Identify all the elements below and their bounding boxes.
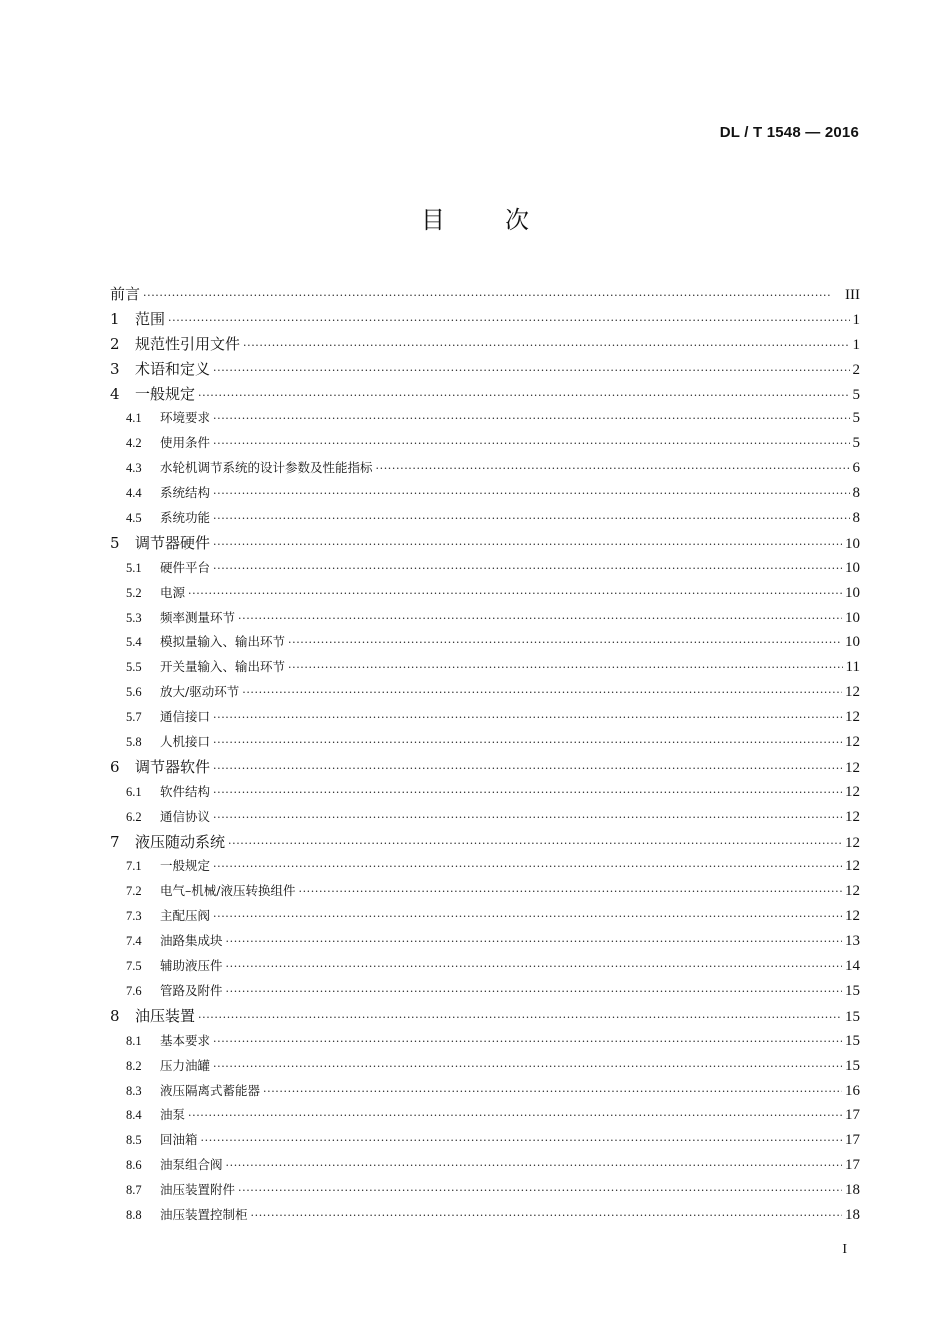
toc-entry-number: 8.6 xyxy=(126,1158,142,1173)
toc-entry-label: 软件结构 xyxy=(160,783,211,799)
toc-entry-label: 管路及附件 xyxy=(160,982,223,998)
toc-entry-number: 7 xyxy=(110,832,120,851)
toc-entry-page: 6 xyxy=(852,460,860,477)
toc-entry-number: 8.4 xyxy=(126,1108,142,1123)
toc-entry-number: 5.3 xyxy=(126,610,142,625)
toc-entry-number: 8.8 xyxy=(126,1207,142,1222)
toc-entry-label: 前言 xyxy=(110,285,141,303)
toc-entry[interactable] xyxy=(110,332,860,357)
page-title: 目次 xyxy=(421,206,589,234)
toc-entry-page: 12 xyxy=(845,858,860,875)
dot-leader xyxy=(226,955,842,980)
toc-entry-page: 17 xyxy=(845,1107,860,1124)
toc-entry-page: 12 xyxy=(845,783,860,800)
toc-entry[interactable] xyxy=(110,979,860,1004)
toc-entry-page: 12 xyxy=(845,684,860,701)
dot-leader xyxy=(213,855,842,880)
toc-entry-number: 4.2 xyxy=(126,436,142,451)
toc-entry[interactable] xyxy=(110,1153,860,1178)
toc-entry-number: 5.2 xyxy=(126,585,142,600)
dot-leader xyxy=(213,706,842,731)
toc-entry-label: 模拟量输入、输出环节 xyxy=(160,634,286,650)
toc-entry-page: 10 xyxy=(845,584,860,601)
toc-entry-page: 12 xyxy=(845,883,860,900)
toc-entry-page: 12 xyxy=(845,709,860,726)
toc-entry-page: 18 xyxy=(845,1182,860,1199)
dot-leader xyxy=(213,757,842,782)
dot-leader xyxy=(168,309,849,334)
dot-leader xyxy=(238,1179,842,1204)
toc-entry-page: 18 xyxy=(845,1206,860,1223)
dot-leader xyxy=(376,457,850,482)
toc-entry-label: 辅助液压件 xyxy=(160,958,223,974)
toc-entry-label: 电源 xyxy=(160,584,186,600)
toc-entry-page: 2 xyxy=(852,361,860,378)
dot-leader xyxy=(188,582,842,607)
dot-leader xyxy=(213,407,849,432)
toc-entry-page: 15 xyxy=(845,1008,860,1025)
toc-entry[interactable] xyxy=(110,1103,860,1128)
dot-leader xyxy=(213,1055,842,1080)
toc-entry-page: 12 xyxy=(845,908,860,925)
toc-entry[interactable] xyxy=(110,1079,860,1104)
toc-entry-page: 8 xyxy=(852,510,860,527)
toc-entry-page: 10 xyxy=(845,559,860,576)
toc-entry-label: 一般规定 xyxy=(135,384,196,403)
toc-entry-label: 一般规定 xyxy=(160,858,211,874)
toc-entry[interactable] xyxy=(110,1054,860,1079)
dot-leader xyxy=(198,1006,842,1031)
toc-entry-label: 放大/驱动环节 xyxy=(160,684,240,700)
dot-leader xyxy=(243,334,849,359)
toc-entry-number: 7.1 xyxy=(126,859,142,874)
dot-leader xyxy=(288,631,842,656)
toc-entry[interactable] xyxy=(110,481,860,506)
toc-entry-label: 调节器软件 xyxy=(135,757,211,776)
toc-entry-page: 12 xyxy=(845,808,860,825)
toc-entry-number: 5.4 xyxy=(126,635,142,650)
toc-entry-page: 11 xyxy=(845,659,860,676)
toc-entry-page: 17 xyxy=(845,1132,860,1149)
dot-leader xyxy=(213,806,842,831)
toc-entry-label: 通信接口 xyxy=(160,709,211,725)
toc-entry-number: 2 xyxy=(110,334,120,353)
dot-leader xyxy=(242,681,842,706)
toc-entry-label: 范围 xyxy=(135,309,166,328)
toc-entry-page: 5 xyxy=(852,435,860,452)
toc-entry[interactable] xyxy=(110,655,860,680)
toc-entry[interactable] xyxy=(110,904,860,929)
toc-entry[interactable] xyxy=(110,630,860,655)
toc-entry-label: 系统结构 xyxy=(160,485,211,501)
dot-leader xyxy=(226,980,842,1005)
toc-entry-label: 基本要求 xyxy=(160,1032,211,1048)
toc-entry-number: 6.1 xyxy=(126,784,142,799)
dot-leader xyxy=(213,482,849,507)
toc-entry-number: 5.1 xyxy=(126,560,142,575)
toc-entry-label: 回油箱 xyxy=(160,1132,198,1148)
toc-entry[interactable] xyxy=(110,506,860,531)
toc-entry-page: III xyxy=(845,287,860,303)
toc-entry-label: 液压隔离式蓄能器 xyxy=(160,1082,261,1098)
toc-entry-number: 7.2 xyxy=(126,884,142,899)
toc-entry-page: 14 xyxy=(845,958,860,975)
toc-entry-label: 油压装置 xyxy=(135,1006,196,1025)
toc-entry-label: 油泵组合阀 xyxy=(160,1157,223,1173)
toc-entry-label: 电气–机械/液压转换组件 xyxy=(160,883,296,899)
toc-entry[interactable] xyxy=(110,730,860,755)
toc-entry-number: 7.4 xyxy=(126,934,142,949)
toc-entry-number: 4 xyxy=(110,384,120,403)
toc-entry[interactable] xyxy=(110,929,860,954)
toc-entry-label: 水轮机调节系统的设计参数及性能指标 xyxy=(160,460,373,476)
toc-entry-label: 使用条件 xyxy=(160,435,211,451)
toc-entry-page: 8 xyxy=(852,485,860,502)
dot-leader xyxy=(143,284,842,309)
toc-entry[interactable] xyxy=(110,1203,860,1228)
toc-entry-label: 硬件平台 xyxy=(160,559,211,575)
standard-code: DL / T 1548 — 2016 xyxy=(719,124,859,141)
dot-leader xyxy=(226,930,842,955)
toc-entry-number: 4.3 xyxy=(126,461,142,476)
toc-entry-page: 15 xyxy=(845,1057,860,1074)
toc-entry-page: 15 xyxy=(845,1032,860,1049)
toc-entry-number: 8.2 xyxy=(126,1058,142,1073)
toc-entry[interactable] xyxy=(110,556,860,581)
dot-leader xyxy=(213,507,849,532)
toc-entry-number: 5.7 xyxy=(126,710,142,725)
toc-entry-number: 4.5 xyxy=(126,511,142,526)
toc-entry-number: 4.1 xyxy=(126,411,142,426)
toc-entry-number: 4.4 xyxy=(126,486,142,501)
toc-entry-number: 1 xyxy=(110,309,120,328)
toc-entry-page: 13 xyxy=(845,933,860,950)
toc-entry-label: 调节器硬件 xyxy=(135,533,211,552)
toc-entry[interactable] xyxy=(110,456,860,481)
toc-entry-page: 16 xyxy=(845,1082,860,1099)
toc-entry-number: 5.6 xyxy=(126,685,142,700)
toc-entry[interactable] xyxy=(110,431,860,456)
toc-entry-number: 6 xyxy=(110,757,120,776)
toc-entry-label: 规范性引用文件 xyxy=(135,334,241,353)
dot-leader xyxy=(213,1030,842,1055)
toc-entry-page: 1 xyxy=(852,311,860,328)
dot-leader xyxy=(226,1154,842,1179)
dot-leader xyxy=(251,1204,842,1229)
dot-leader xyxy=(213,359,849,384)
toc-entry-number: 3 xyxy=(110,359,120,378)
toc-entry-label: 油泵 xyxy=(160,1107,186,1123)
dot-leader xyxy=(298,880,842,905)
dot-leader xyxy=(198,384,849,409)
dot-leader xyxy=(188,1104,842,1129)
toc-entry[interactable] xyxy=(110,1029,860,1054)
toc-entry-page: 10 xyxy=(845,609,860,626)
table-of-contents xyxy=(110,282,860,1228)
toc-entry[interactable] xyxy=(110,307,860,332)
dot-leader xyxy=(263,1080,842,1105)
toc-entry[interactable] xyxy=(110,805,860,830)
toc-entry-label: 频率测量环节 xyxy=(160,609,236,625)
toc-entry-label: 油路集成块 xyxy=(160,933,223,949)
toc-entry-page: 5 xyxy=(852,410,860,427)
toc-entry[interactable] xyxy=(110,954,860,979)
toc-entry-number: 6.2 xyxy=(126,809,142,824)
toc-entry-label: 术语和定义 xyxy=(135,359,211,378)
toc-entry-label: 液压随动系统 xyxy=(135,832,226,851)
toc-entry-label: 开关量输入、输出环节 xyxy=(160,659,286,675)
toc-entry[interactable] xyxy=(110,282,860,307)
toc-entry[interactable] xyxy=(110,854,860,879)
toc-entry[interactable] xyxy=(110,1178,860,1203)
toc-entry-page: 5 xyxy=(852,386,860,403)
toc-entry[interactable] xyxy=(110,780,860,805)
toc-entry-number: 8.7 xyxy=(126,1183,142,1198)
toc-entry[interactable] xyxy=(110,606,860,631)
toc-entry-page: 1 xyxy=(852,336,860,353)
toc-entry-label: 油压装置控制柜 xyxy=(160,1206,248,1222)
toc-entry[interactable] xyxy=(110,406,860,431)
toc-entry-page: 12 xyxy=(845,759,860,776)
toc-entry-number: 7.6 xyxy=(126,983,142,998)
toc-entry-number: 8.5 xyxy=(126,1133,142,1148)
toc-entry-page: 15 xyxy=(845,982,860,999)
footer-page-number: I xyxy=(842,1242,847,1257)
dot-leader xyxy=(213,731,842,756)
toc-entry-label: 系统功能 xyxy=(160,510,211,526)
toc-entry-label: 通信协议 xyxy=(160,808,211,824)
dot-leader xyxy=(288,656,843,681)
toc-entry[interactable] xyxy=(110,879,860,904)
toc-entry-label: 环境要求 xyxy=(160,410,211,426)
dot-leader xyxy=(238,607,842,632)
dot-leader xyxy=(201,1129,842,1154)
toc-entry-number: 7.5 xyxy=(126,959,142,974)
toc-entry-number: 8 xyxy=(110,1006,120,1025)
toc-entry[interactable] xyxy=(110,581,860,606)
toc-entry-number: 7.3 xyxy=(126,909,142,924)
toc-entry[interactable] xyxy=(110,1128,860,1153)
dot-leader xyxy=(213,781,842,806)
toc-entry-number: 5.5 xyxy=(126,660,142,675)
dot-leader xyxy=(213,533,842,558)
toc-entry[interactable] xyxy=(110,382,860,407)
toc-entry-page: 12 xyxy=(845,734,860,751)
dot-leader xyxy=(213,432,849,457)
toc-entry[interactable] xyxy=(110,830,860,855)
toc-entry[interactable] xyxy=(110,1004,860,1029)
toc-entry-number: 5 xyxy=(110,533,120,552)
dot-leader xyxy=(228,832,842,857)
toc-entry-page: 12 xyxy=(845,834,860,851)
dot-leader xyxy=(213,905,842,930)
toc-entry-label: 主配压阀 xyxy=(160,908,211,924)
toc-entry-page: 10 xyxy=(845,634,860,651)
toc-entry-label: 油压装置附件 xyxy=(160,1182,236,1198)
toc-entry[interactable] xyxy=(110,531,860,556)
toc-entry-number: 5.8 xyxy=(126,735,142,750)
toc-entry-label: 压力油罐 xyxy=(160,1057,211,1073)
toc-entry[interactable] xyxy=(110,357,860,382)
dot-leader xyxy=(213,557,842,582)
toc-entry-page: 10 xyxy=(845,535,860,552)
toc-entry-label: 人机接口 xyxy=(160,734,211,750)
toc-entry[interactable] xyxy=(110,755,860,780)
toc-entry-page: 17 xyxy=(845,1157,860,1174)
toc-entry[interactable] xyxy=(110,705,860,730)
toc-entry[interactable] xyxy=(110,680,860,705)
toc-entry-number: 8.1 xyxy=(126,1033,142,1048)
toc-entry-number: 8.3 xyxy=(126,1083,142,1098)
